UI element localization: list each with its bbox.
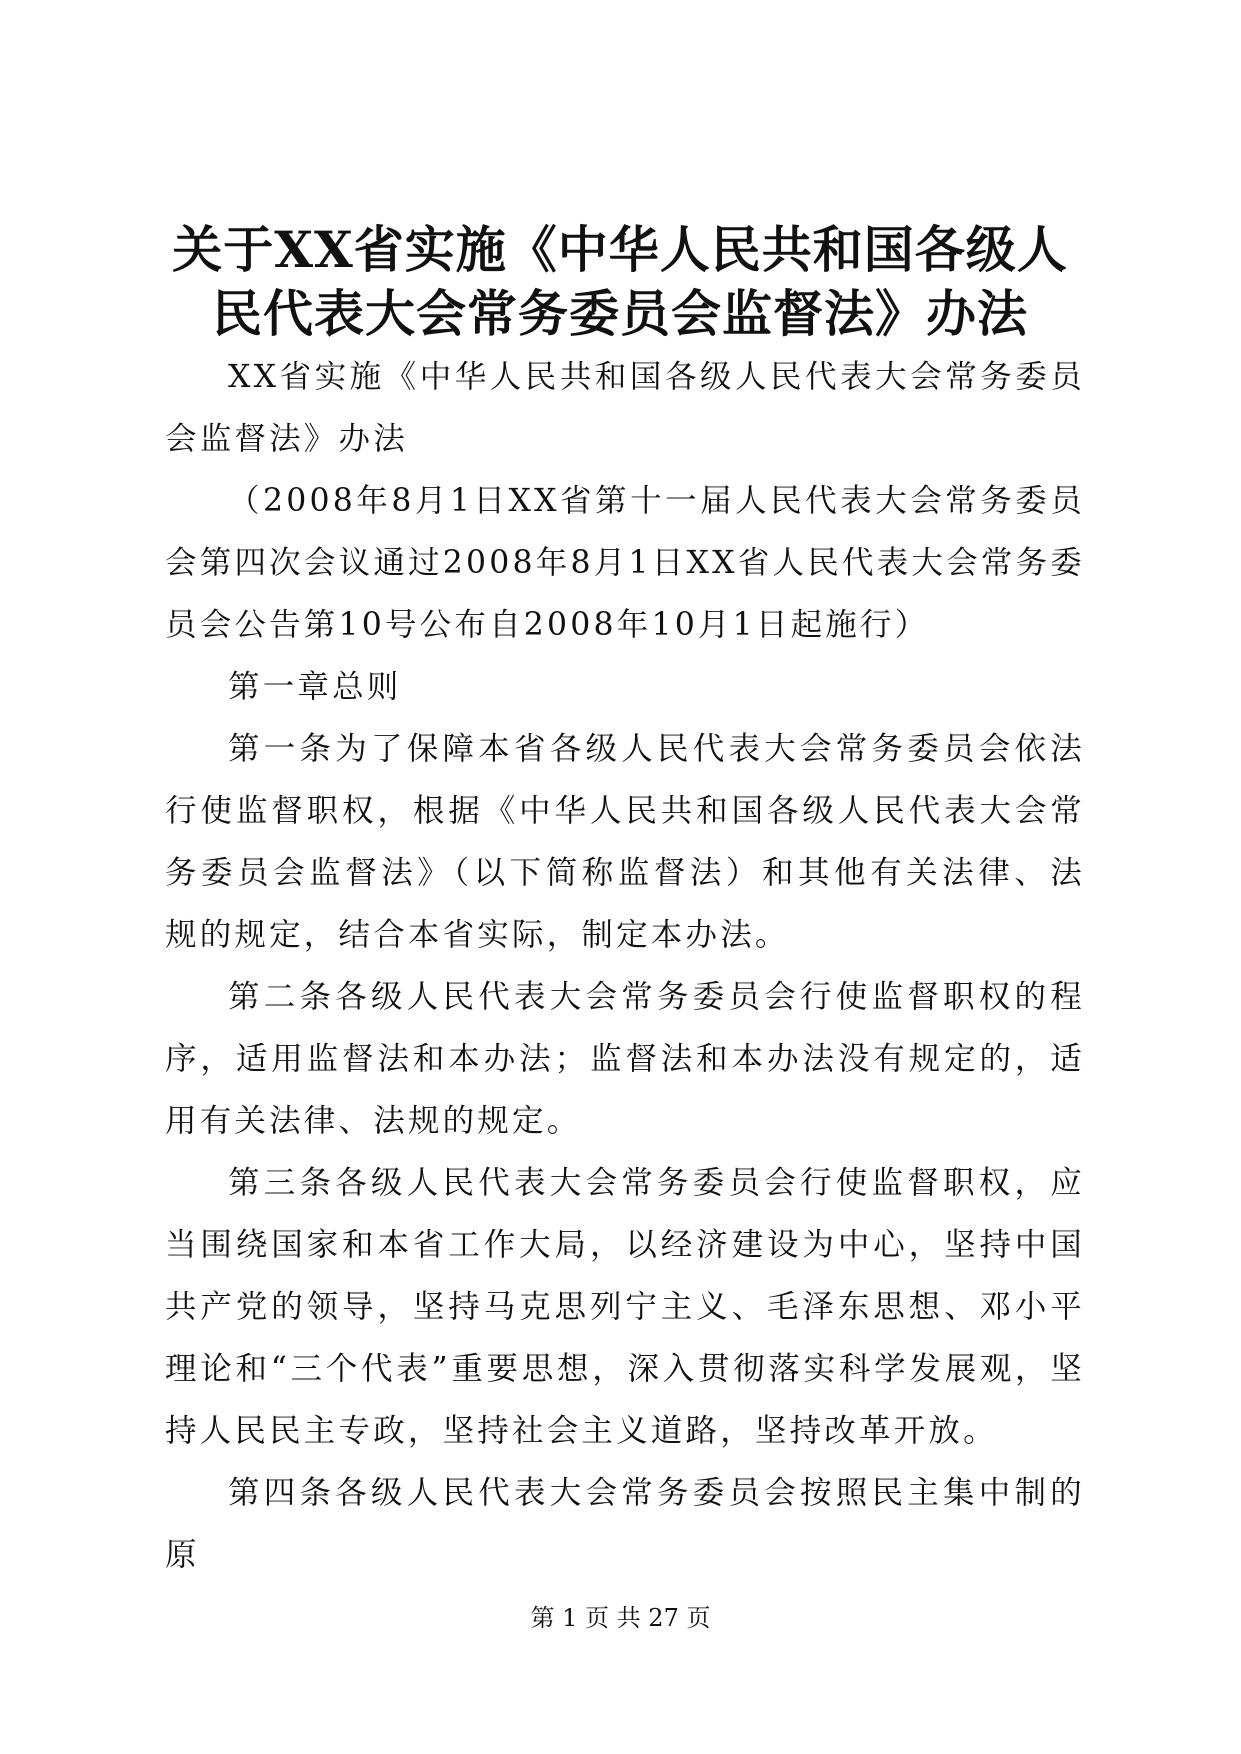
article-4: 第四条各级人民代表大会常务委员会按照民主集中制的原 xyxy=(165,1475,1085,1573)
article-2: 第二条各级人民代表大会常务委员会行使监督职权的程序，适用监督法和本办法；监督法和本办法没有规定的，适用有关法律、法规的规定。 xyxy=(165,979,1085,1139)
paragraph-adoption-note: （2008年8月1日XX省第十一届人民代表大会常务委员会第四次会议通过2008年8月1日XX省人民代表大会常务委员会公告第10号公布自2008年10月1日起施行） xyxy=(165,483,1085,643)
page-number-footer: 第 1 页 共 27 页 xyxy=(530,1604,711,1632)
article-1: 第一条为了保障本省各级人民代表大会常务委员会依法行使监督职权，根据《中华人民共和国各级人民代表大会常务委员会监督法》（以下简称监督法）和其他有关法律、法规的规定，结合本省实际，制定本办法。 xyxy=(165,731,1085,953)
article-3: 第三条各级人民代表大会常务委员会行使监督职权，应当围绕国家和本省工作大局，以经济建设为中心，坚持中国共产党的领导，坚持马克思列宁主义、毛泽东思想、邓小平理论和“三个代表”重要思想，深入贯彻落实科学发展观，坚持人民民主专政，坚持社会主义道路，坚持改革开放。 xyxy=(165,1165,1085,1449)
document-title: 关于XX省实施《中华人民共和国各级人民代表大会常务委员会监督法》办法 xyxy=(172,220,1068,343)
paragraph-subtitle: XX省实施《中华人民共和国各级人民代表大会常务委员会监督法》办法 xyxy=(165,359,1085,457)
chapter-heading: 第一章总则 xyxy=(228,669,402,705)
document-body xyxy=(165,346,1085,1586)
